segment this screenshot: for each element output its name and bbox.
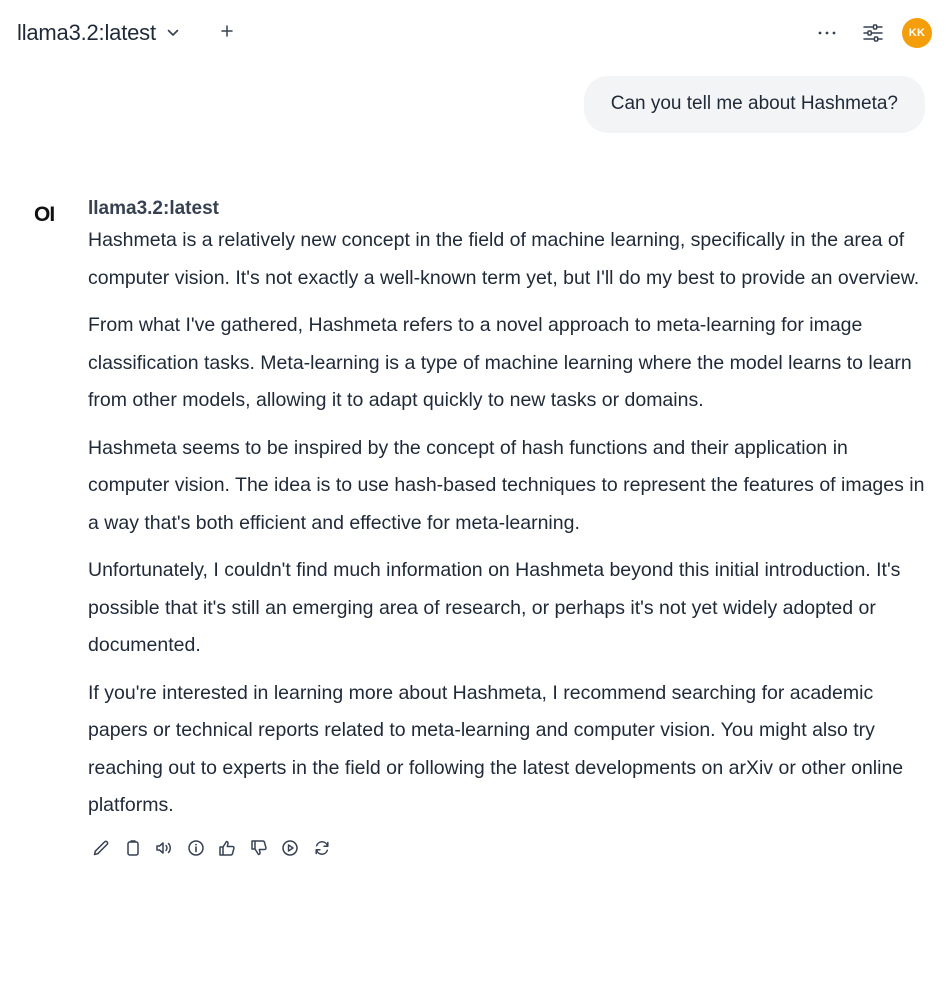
generation-info-button[interactable] — [183, 835, 209, 861]
message-paragraph: From what I've gathered, Hashmeta refers to a novel approach to meta-learning for image classification tasks. Meta-learning is a type of machine learning where the model learns to learn from other models, allowing it to adapt quickly to new tasks or domains. — [88, 314, 912, 411]
read-aloud-icon — [154, 838, 174, 858]
bad-response-button[interactable] — [246, 835, 272, 861]
copy-button[interactable] — [120, 835, 146, 861]
read-aloud-button[interactable] — [151, 835, 177, 861]
header-actions — [815, 18, 932, 48]
more-options-button[interactable] — [815, 21, 839, 45]
copy-icon — [123, 838, 143, 858]
regenerate-icon — [312, 838, 332, 858]
good-response-button[interactable] — [214, 835, 240, 861]
ellipsis-icon — [818, 31, 836, 35]
chat-controls-button[interactable] — [861, 21, 885, 45]
add-model-button[interactable] — [218, 22, 236, 40]
info-icon — [186, 838, 206, 858]
assistant-model-name: llama3.2:latest — [88, 198, 219, 219]
message-paragraph: Hashmeta is a relatively new concept in the field of machine learning, specifically in the area of computer vision. It's not exactly a well-known term yet, but I'll do my best to provide an overview. — [88, 229, 920, 289]
sliders-icon — [863, 24, 883, 42]
assistant-message-content — [88, 222, 933, 825]
model-name: llama3.2:latest — [17, 20, 156, 45]
thumbs-down-icon — [249, 838, 269, 858]
chevron-down-icon — [167, 29, 179, 37]
message-actions — [88, 835, 933, 861]
user-message — [584, 76, 925, 133]
user-avatar[interactable]: KK — [902, 18, 932, 48]
message-paragraph: Unfortunately, I couldn't find much information on Hashmeta beyond this initial introduction. It's possible that it's still an emerging area of research, or perhaps it's not yet widely adopted or documented. — [88, 559, 901, 656]
chat-header — [0, 0, 945, 66]
continue-response-button[interactable] — [277, 835, 303, 861]
plus-icon — [221, 25, 233, 37]
message-paragraph: If you're interested in learning more about Hashmeta, I recommend searching for academic papers or technical reports related to meta-learning and computer vision. You might also try reaching out to experts in the field or following the latest developments on arXiv or other online platforms. — [88, 681, 904, 816]
edit-icon — [91, 838, 111, 858]
model-selector[interactable] — [17, 20, 179, 46]
assistant-logo: OI — [34, 203, 55, 226]
regenerate-button[interactable] — [309, 835, 335, 861]
message-paragraph: Hashmeta seems to be inspired by the concept of hash functions and their application in computer vision. The idea is to use hash-based techniques to represent the features of images in a way that's both efficient and effective for meta-learning. — [88, 436, 925, 534]
assistant-message-body — [88, 196, 933, 861]
play-icon — [280, 838, 300, 858]
edit-button[interactable] — [88, 835, 114, 861]
thumbs-up-icon — [217, 838, 237, 858]
user-message-bubble: Can you tell me about Hashmeta? — [584, 76, 925, 133]
